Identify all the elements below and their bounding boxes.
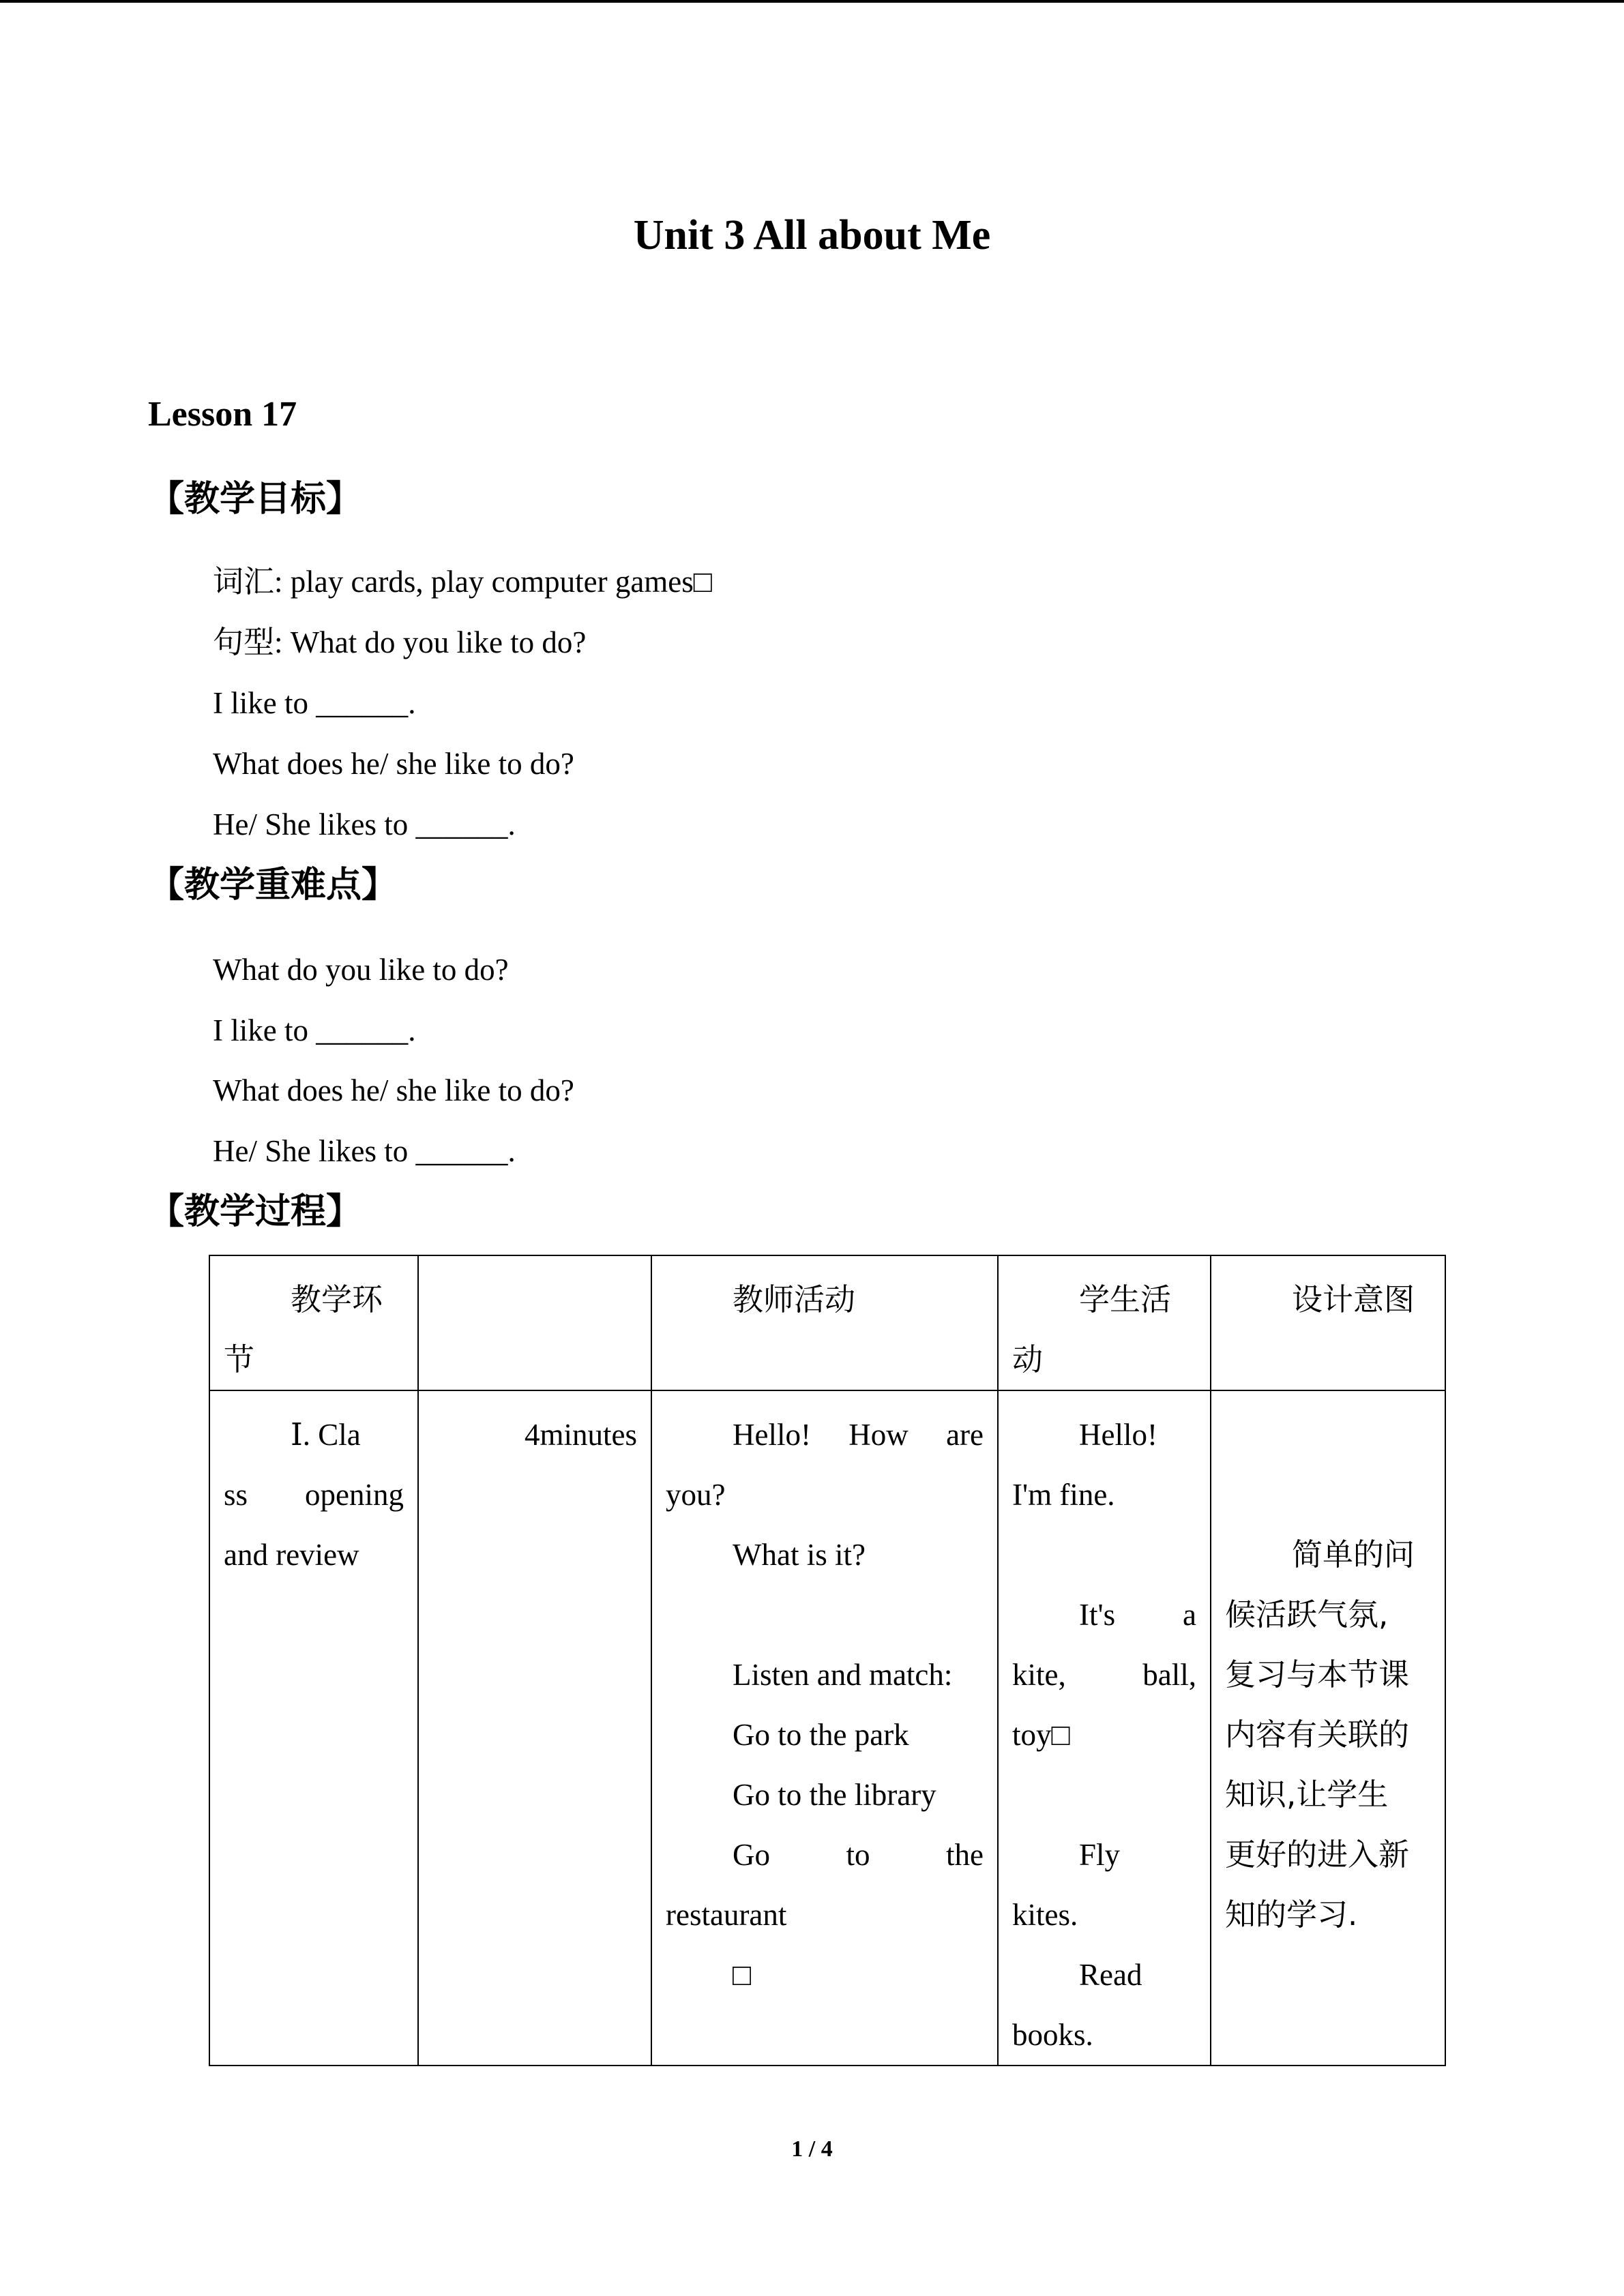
header-design-intent: 设计意图 xyxy=(1211,1255,1445,1390)
goals-line: What does he/ she like to do? xyxy=(213,747,574,781)
section-heading-key-points: 【教学重难点】 xyxy=(149,865,398,906)
goals-line: I like to ______. xyxy=(213,686,416,720)
section-heading-goals: 【教学目标】 xyxy=(149,479,362,520)
goals-line: 句型: What do you like to do? xyxy=(213,625,587,659)
header-stage: 教学环 节 xyxy=(209,1255,418,1390)
cell-time: 4minutes xyxy=(418,1390,651,2066)
key-points-line: What does he/ she like to do? xyxy=(213,1073,574,1107)
goals-line: He/ She likes to ______. xyxy=(213,807,516,841)
key-points-line: He/ She likes to ______. xyxy=(213,1134,516,1168)
teaching-process-table xyxy=(209,1255,1446,2066)
document-title: Unit 3 All about Me xyxy=(633,212,991,258)
header-student-activity: 学生活 动 xyxy=(998,1255,1211,1390)
header-time xyxy=(418,1255,651,1390)
table-header-row xyxy=(209,1255,1445,1390)
cell-design-intent: 简单的问 候活跃气氛, 复习与本节课 内容有关联的 知识,让学生 更好的进入新 知的学习. xyxy=(1211,1390,1445,2066)
cell-teacher-activity: Hello! How are you? What is it? Listen and match: Go to the park Go to the library Go to the restaurant □ xyxy=(651,1390,998,2066)
key-points-line: What do you like to do? xyxy=(213,953,509,987)
goals-line: 词汇: play cards, play computer games□ xyxy=(213,565,712,599)
key-points-line: I like to ______. xyxy=(213,1013,416,1047)
header-teacher-activity: 教师活动 xyxy=(651,1255,998,1390)
page-top-border xyxy=(0,0,1624,3)
lesson-heading: Lesson 17 xyxy=(148,395,297,434)
page-number: 1 / 4 xyxy=(791,2136,833,2162)
cell-stage: Ⅰ. Cla ss opening and review xyxy=(209,1390,418,2066)
section-heading-process: 【教学过程】 xyxy=(149,1191,362,1232)
table-row xyxy=(209,1390,1445,2066)
cell-student-activity: Hello! I'm fine. It's a kite, ball, toy□ Fly kites. Read books. xyxy=(998,1390,1211,2066)
